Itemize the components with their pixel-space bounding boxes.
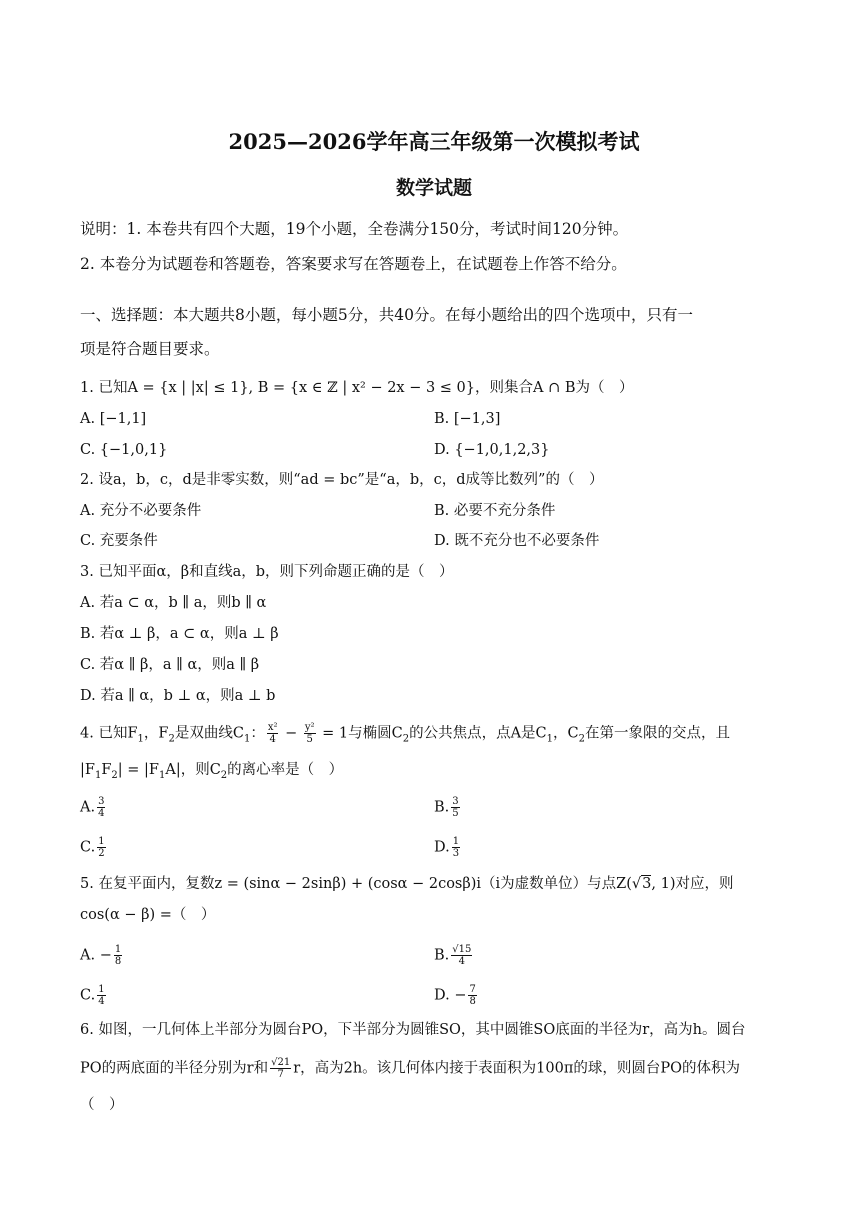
question-2-option-a: A. 充分不必要条件 [80, 503, 202, 519]
question-3-option-b: B. 若α ⊥ β，a ⊂ α，则a ⊥ β [80, 626, 279, 642]
question-5-option-d: D. − $\frac{7}{8}$ [434, 984, 476, 1007]
question-3-option-a: A. 若a ⊂ α，b ∥ a，则b ∥ α [80, 595, 267, 611]
question-4-option-d: D. $\frac{1}{3}$ [434, 836, 460, 859]
question-2-option-b: B. 必要不充分条件 [434, 503, 556, 519]
question-4-option-a: A. $\frac{3}{4}$ [80, 796, 105, 819]
q4-fraction-y: $\frac{\text{y²}}{5}$ [304, 722, 315, 745]
q4-text: ，C [553, 725, 579, 742]
question-4-stem-line-2: $|F_1F_2| = |F_1A|$，则$C_2$的离心率是（ ） [80, 762, 344, 781]
section-intro-line-2: 项是符合题目要求。 [80, 340, 220, 358]
q4-fraction-x: $\frac{\text{x²}}{4}$ [267, 722, 278, 745]
question-6-stem-line-2: PO的两底面的半径分别为r和 $\frac{√21}{7}$ r，高为2h。该几何体内接于表面积为100π的球，则圆台PO的体积为 [80, 1057, 741, 1080]
question-1-option-b: B. [−1,3] [434, 411, 501, 427]
question-5-option-b: B. $\frac{√15}{4}$ [434, 944, 472, 967]
question-4-stem: 4. 已知$F_1$，$F_2$是双曲线$C_1$： $\frac{\text{x²}}{4}$ − $\frac{\text{y²}}{5}$ = 1与椭圆$C_2$的公共焦点，点A是$C_1$，$C_2$在第一象限的交点，且 [80, 722, 731, 745]
question-5-stem: 5. 在复平面内，复数z = (sinα − 2sinβ) + (cosα − 2cosβ)i（i为虚数单位）与点Z(√3, 1)对应，则 [80, 876, 734, 892]
q4-text: 的公共焦点，点A是C [409, 725, 547, 742]
question-4-option-b: B. $\frac{3}{5}$ [434, 796, 459, 819]
question-1-option-d: D. {−1,0,1,2,3} [434, 442, 550, 458]
question-1-option-a: A. [−1,1] [80, 411, 147, 427]
question-2-option-c: C. 充要条件 [80, 533, 158, 549]
q4-text: 在第一象限的交点，且 [585, 725, 731, 742]
question-2-option-d: D. 既不充分也不必要条件 [434, 533, 600, 549]
q4-text: = 1与椭圆C [317, 725, 403, 742]
question-3-stem: 3. 已知平面α，β和直线a，b，则下列命题正确的是（ ） [80, 564, 454, 580]
question-3-option-d: D. 若a ∥ α，b ⊥ α，则a ⊥ b [80, 688, 276, 704]
exam-title: 2025—2026学年高三年级第一次模拟考试 [228, 129, 640, 154]
note-line-1: 说明：1. 本卷共有四个大题，19个小题，全卷满分150分，考试时间120分钟。 [80, 220, 629, 238]
question-1-option-c: C. {−1,0,1} [80, 442, 168, 458]
question-5-stem-line-2: cos(α − β) =（ ） [80, 907, 216, 923]
question-5-option-c: C. $\frac{1}{4}$ [80, 984, 105, 1007]
q4-text: ，F [143, 725, 169, 742]
exam-subtitle: 数学试题 [395, 177, 472, 199]
question-4-option-c: C. $\frac{1}{2}$ [80, 836, 105, 859]
question-6-stem-line-3: （ ） [80, 1097, 124, 1113]
question-2-stem: 2. 设a，b，c，d是非零实数，则“ad = bc”是“a，b，c，d成等比数列”的（ ） [80, 472, 604, 488]
note-line-2: 2. 本卷分为试题卷和答题卷，答案要求写在答题卷上，在试题卷上作答不给分。 [80, 255, 627, 273]
section-intro-line-1: 一、选择题：本大题共8小题，每小题5分，共40分。在每小题给出的四个选项中，只有一 [80, 306, 693, 324]
q4-text: 4. 已知F [80, 725, 138, 742]
q4-text: 是双曲线C [174, 725, 244, 742]
question-5-option-a: A. − $\frac{1}{8}$ [80, 944, 122, 967]
question-6-stem: 6. 如图，一几何体上半部分为圆台PO，下半部分为圆锥SO，其中圆锥SO底面的半径为r，高为h。圆台 [80, 1022, 746, 1038]
q4-text: ： [250, 725, 265, 742]
question-1-stem: 1. 已知A = {x | |x| ≤ 1}, B = {x ∈ ℤ | x² − 2x − 3 ≤ 0}，则集合A ∩ B为（ ） [80, 380, 634, 396]
question-3-option-c: C. 若α ∥ β，a ∥ α，则a ∥ β [80, 657, 260, 673]
